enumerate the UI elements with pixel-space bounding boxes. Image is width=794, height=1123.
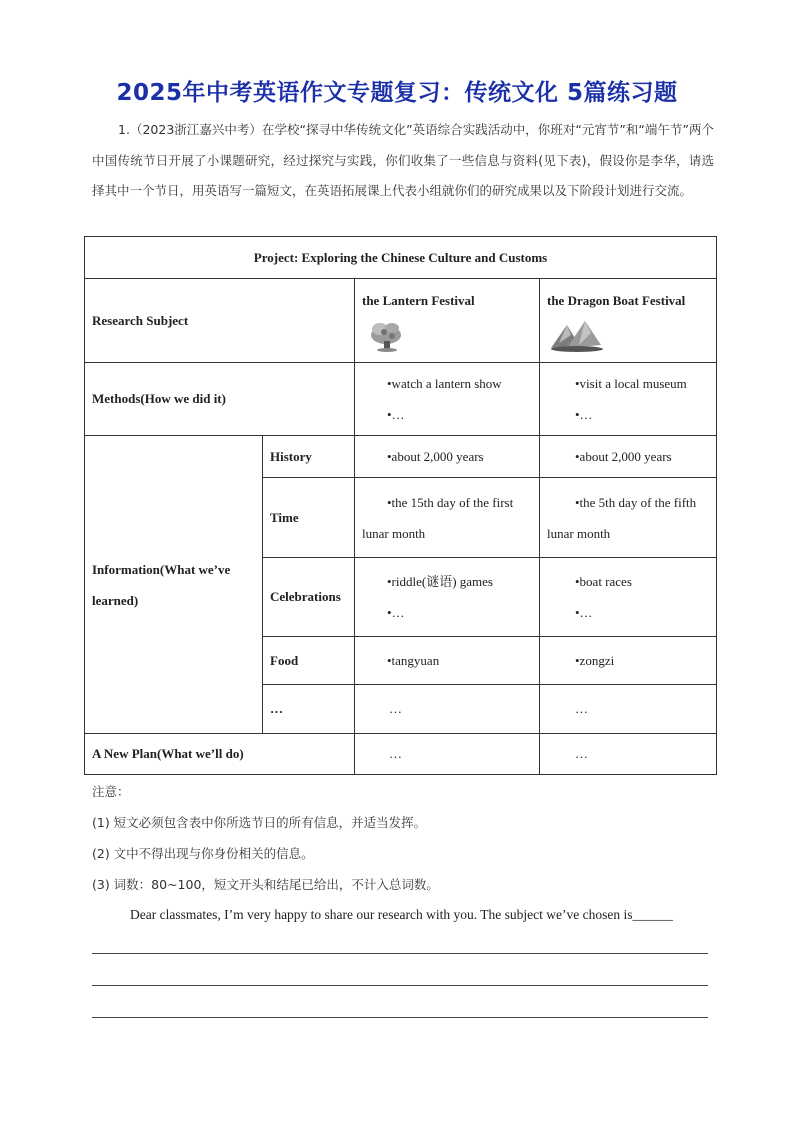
history-1: •about 2,000 years — [355, 436, 540, 478]
methods-2-cell — [540, 363, 717, 436]
note-item: (2) 文中不得出现与你身份相关的信息。 — [92, 846, 314, 861]
history-label: History — [263, 436, 355, 478]
writing-line[interactable] — [92, 1017, 708, 1018]
note-item: (1) 短文必须包含表中你所选节日的所有信息，并适当发挥。 — [92, 815, 427, 830]
other-label: … — [263, 685, 355, 734]
methods-label: Methods(How we did it) — [85, 363, 355, 436]
table-header: Project: Exploring the Chinese Culture and Customs — [85, 237, 717, 279]
writing-line[interactable] — [92, 953, 708, 954]
writing-line[interactable] — [92, 985, 708, 986]
other-2: … — [540, 685, 717, 734]
festival-2-cell — [540, 279, 717, 363]
food-2: •zongzi — [540, 637, 717, 685]
table-row — [85, 279, 717, 363]
research-subject-label: Research Subject — [85, 279, 355, 363]
notes-heading: 注意： — [92, 784, 130, 799]
other-1: … — [355, 685, 540, 734]
time-1: •the 15th day of the first lunar month — [355, 478, 540, 558]
time-label: Time — [263, 478, 355, 558]
list-item: •… — [575, 605, 593, 620]
plan-2: … — [540, 734, 717, 775]
food-label: Food — [263, 637, 355, 685]
list-item: •… — [387, 605, 405, 620]
information-label: Information(What we’ve learned) — [85, 436, 263, 734]
table-header-row — [85, 237, 717, 279]
festival-1-cell — [355, 279, 540, 363]
time-2: •the 5th day of the fifth lunar month — [540, 478, 717, 558]
zongzi-image — [547, 315, 709, 353]
list-item: •riddle(谜语) games — [387, 574, 493, 589]
list-item: •watch a lantern show — [387, 376, 502, 391]
celebrations-2-cell — [540, 558, 717, 637]
list-item: •boat races — [575, 574, 632, 589]
list-item: •visit a local museum — [575, 376, 687, 391]
festival-2-name: the Dragon Boat Festival — [547, 293, 686, 308]
essay-starter: Dear classmates, I’m very happy to share our research with you. The subject we’ve chosen is______ — [130, 907, 673, 922]
question-prompt: 1.（2023浙江嘉兴中考）在学校“探寻中华传统文化”英语综合实践活动中，你班对“元宵节”和“端午节”两个中国传统节日开展了小课题研究，经过探究与实践，你们收集了一些信息与资料(见下表)，假设你是李华，请选择其中一个节日，用英语写一篇短文，在英语拓展课上代表小组就你们的研究成果以及下阶段计划进行交流。 — [92, 122, 714, 198]
list-item: •… — [575, 407, 593, 422]
tangyuan-image — [362, 315, 532, 353]
notes-section — [92, 782, 712, 906]
table-row — [85, 436, 717, 478]
methods-1-cell — [355, 363, 540, 436]
plan-1: … — [355, 734, 540, 775]
table-row — [85, 734, 717, 775]
celebrations-1-cell — [355, 558, 540, 637]
plan-label: A New Plan(What we’ll do) — [85, 734, 355, 775]
project-table — [84, 236, 717, 775]
list-item: •… — [387, 407, 405, 422]
note-item: (3) 词数：80~100，短文开头和结尾已给出，不计入总词数。 — [92, 877, 439, 892]
festival-1-name: the Lantern Festival — [362, 293, 475, 308]
table-row — [85, 363, 717, 436]
history-2: •about 2,000 years — [540, 436, 717, 478]
food-1: •tangyuan — [355, 637, 540, 685]
celebrations-label: Celebrations — [263, 558, 355, 637]
page-title: 2025年中考英语作文专题复习：传统文化 5篇练习题 — [116, 80, 678, 106]
